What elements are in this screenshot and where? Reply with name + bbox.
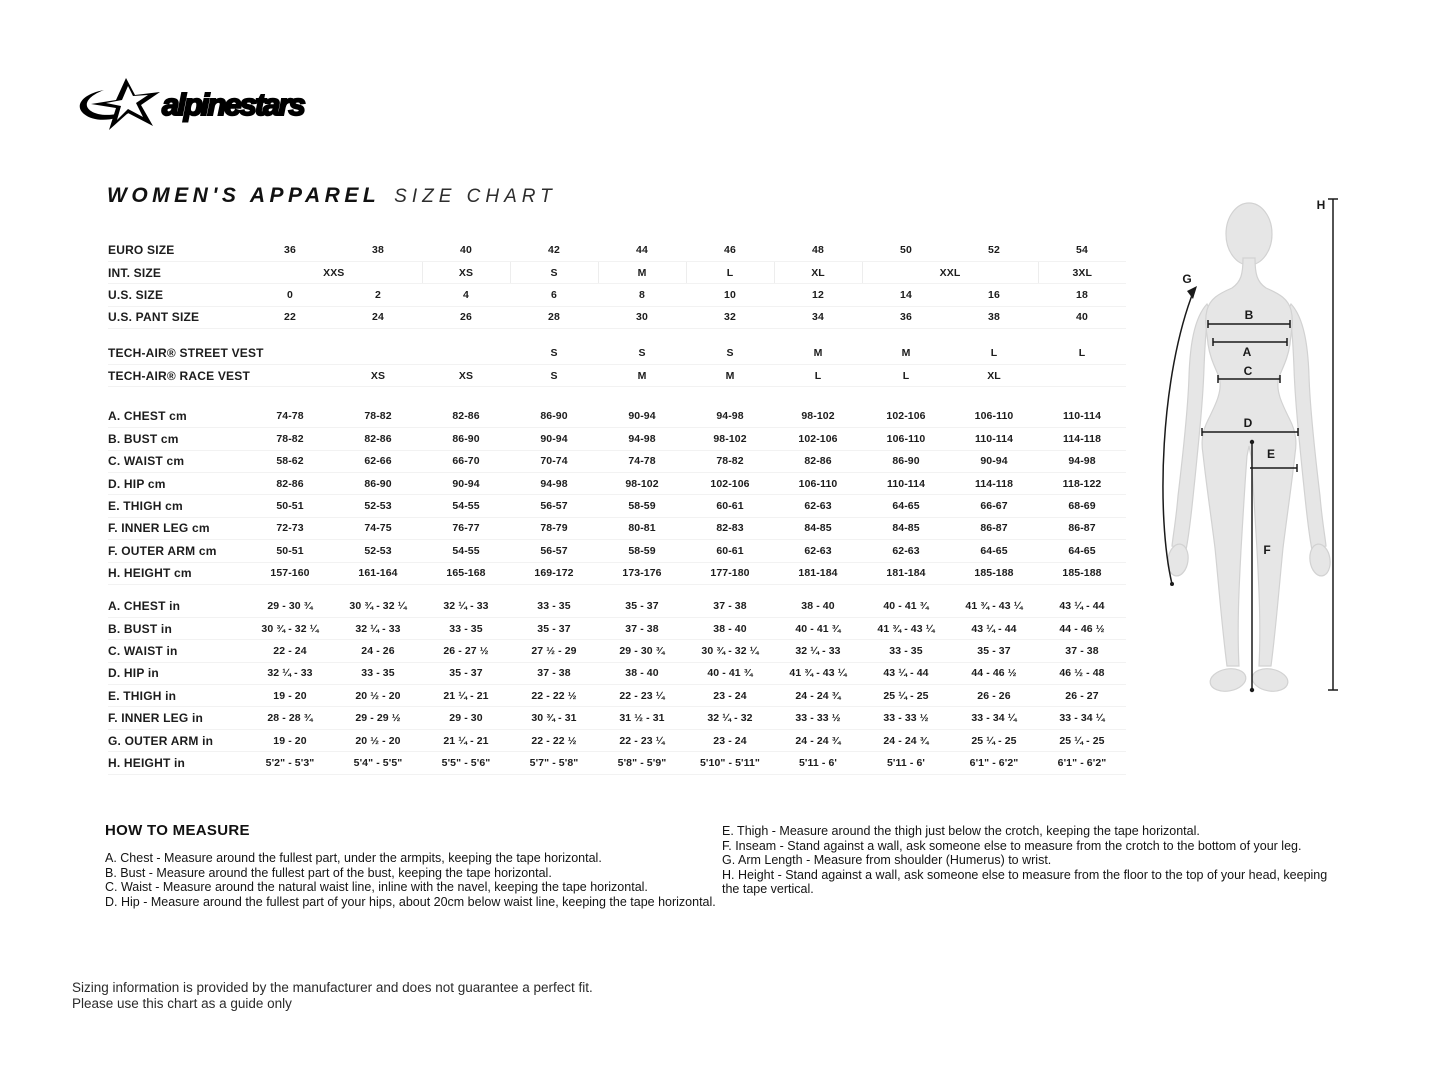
size-cell	[422, 342, 510, 364]
size-cell: 29 - 30 ¾	[598, 640, 686, 662]
size-cell: 54-55	[422, 495, 510, 517]
size-cell: 58-62	[246, 450, 334, 472]
size-cell: 54-55	[422, 540, 510, 562]
size-cell: 29 - 29 ½	[334, 707, 422, 729]
size-cell: 6'1" - 6'2"	[950, 752, 1038, 774]
size-cell: 52-53	[334, 540, 422, 562]
size-cell: 5'10" - 5'11"	[686, 752, 774, 774]
size-cell: 82-86	[334, 428, 422, 450]
size-table	[108, 239, 1130, 775]
size-cell: 25 ¼ - 25	[862, 685, 950, 707]
size-rows	[108, 239, 1126, 329]
size-cell: 50	[862, 239, 950, 261]
size-cell	[334, 342, 422, 364]
size-cell: 31 ½ - 31	[598, 707, 686, 729]
size-cell: 98-102	[686, 428, 774, 450]
row-label: A. CHEST in	[108, 595, 246, 617]
size-cell: 37 - 38	[510, 662, 598, 684]
size-cell: 37 - 38	[1038, 640, 1126, 662]
size-cell: XL	[774, 261, 862, 283]
measure-instruction: A. Chest - Measure around the fullest part, under the armpits, keeping the tape horizontal.	[105, 851, 602, 865]
size-cell: 35 - 37	[598, 595, 686, 617]
measure-instruction: G. Arm Length - Measure from shoulder (Humerus) to wrist.	[722, 853, 1052, 867]
measure-instruction: H. Height - Stand against a wall, ask someone else to measure from the floor to the top of your head, keeping the tape vertical.	[722, 867, 1328, 896]
row-label: INT. SIZE	[108, 261, 246, 283]
size-cell: 40	[422, 239, 510, 261]
row-label: B. BUST in	[108, 617, 246, 639]
size-cell: 58-59	[598, 495, 686, 517]
how-to-measure-left-column	[105, 851, 755, 909]
size-cell: M	[598, 364, 686, 386]
size-cell: XS	[422, 364, 510, 386]
size-cell: 41 ¾ - 43 ¼	[774, 662, 862, 684]
size-cell: 40 - 41 ¾	[686, 662, 774, 684]
size-cell: 38 - 40	[774, 595, 862, 617]
size-cell: 30 ¾ - 32 ¼	[686, 640, 774, 662]
size-cell: 44 - 46 ½	[950, 662, 1038, 684]
size-cell: 185-188	[950, 562, 1038, 584]
size-cell: S	[510, 261, 598, 283]
table-row	[108, 306, 1126, 328]
figure-label-chest: A	[1242, 345, 1252, 359]
size-cell	[1038, 364, 1126, 386]
row-label: TECH-AIR® STREET VEST	[108, 342, 246, 364]
measure-instruction: B. Bust - Measure around the fullest part of the bust, keeping the tape horizontal.	[105, 865, 552, 880]
size-cell: 114-118	[950, 473, 1038, 495]
table-row	[108, 685, 1126, 707]
size-cell: 3XL	[1038, 261, 1126, 283]
size-cell: 52	[950, 239, 1038, 261]
size-cell: 32 ¼ - 32	[686, 707, 774, 729]
figure-label-waist: C	[1243, 364, 1253, 378]
size-cell: 82-86	[422, 405, 510, 427]
size-cell: 78-82	[246, 428, 334, 450]
row-label: F. INNER LEG in	[108, 707, 246, 729]
footer-line-2: Please use this chart as a guide only	[72, 996, 292, 1011]
size-cell: 24 - 24 ¾	[774, 729, 862, 751]
size-cell: 64-65	[1038, 540, 1126, 562]
size-cell: 33 - 33 ½	[774, 707, 862, 729]
size-cell: 4	[422, 284, 510, 306]
size-cell: 94-98	[598, 428, 686, 450]
size-cell: 18	[1038, 284, 1126, 306]
size-cell: 62-63	[774, 540, 862, 562]
how-to-measure-right-column	[722, 824, 1336, 897]
figure-label-inner-leg: F	[1263, 543, 1271, 557]
size-cell: 38 - 40	[686, 617, 774, 639]
size-cell: 185-188	[1038, 562, 1126, 584]
size-cell: 54	[1038, 239, 1126, 261]
inch-rows	[108, 595, 1126, 775]
size-cell: 30 ¾ - 31	[510, 707, 598, 729]
page-title-main: WOMEN'S APPAREL	[107, 184, 381, 207]
size-cell: 82-83	[686, 517, 774, 539]
size-cell: 37 - 38	[598, 617, 686, 639]
table-row	[108, 540, 1126, 562]
table-row	[108, 617, 1126, 639]
row-label: C. WAIST in	[108, 640, 246, 662]
size-cell: 33 - 35	[862, 640, 950, 662]
size-cell: 86-87	[1038, 517, 1126, 539]
size-cell: 28 - 28 ¾	[246, 707, 334, 729]
size-cell: 50-51	[246, 540, 334, 562]
size-cell: 114-118	[1038, 428, 1126, 450]
size-cell: 165-168	[422, 562, 510, 584]
size-cell: 10	[686, 284, 774, 306]
size-cell: 38	[334, 239, 422, 261]
size-cell: M	[598, 261, 686, 283]
size-cell: 40 - 41 ¾	[774, 617, 862, 639]
size-cell: 33 - 35	[510, 595, 598, 617]
size-cell: L	[686, 261, 774, 283]
table-row	[108, 640, 1126, 662]
table-row	[108, 364, 1126, 386]
page-title-sub: SIZE CHART	[394, 186, 557, 207]
table-row	[108, 662, 1126, 684]
size-cell: 94-98	[510, 473, 598, 495]
size-cell: 43 ¼ - 44	[862, 662, 950, 684]
size-cell: 22 - 22 ½	[510, 729, 598, 751]
size-cell: XXS	[246, 261, 422, 283]
size-cell: 33 - 33 ½	[862, 707, 950, 729]
size-cell: 90-94	[598, 405, 686, 427]
measure-instruction: F. Inseam - Stand against a wall, ask someone else to measure from the crotch to the bottom of your leg.	[722, 838, 1302, 853]
size-cell: 70-74	[510, 450, 598, 472]
footer-line-1: Sizing information is provided by the manufacturer and does not guarantee a perfect fit.	[72, 980, 593, 995]
size-cell: 78-79	[510, 517, 598, 539]
tech-air-rows	[108, 342, 1126, 387]
size-cell: 12	[774, 284, 862, 306]
size-cell: 62-63	[774, 495, 862, 517]
size-cell: 62-66	[334, 450, 422, 472]
size-cell: 102-106	[686, 473, 774, 495]
measurement-figure	[1140, 186, 1350, 716]
size-cell: 35 - 37	[422, 662, 510, 684]
size-cell: 41 ¾ - 43 ¼	[862, 617, 950, 639]
size-cell: 26	[422, 306, 510, 328]
size-cell: XS	[422, 261, 510, 283]
size-cell: S	[598, 342, 686, 364]
measure-instruction: C. Waist - Measure around the natural waist line, inline with the navel, keeping the tape horizontal.	[105, 880, 648, 894]
size-cell: 33 - 34 ¼	[950, 707, 1038, 729]
size-cell: 46	[686, 239, 774, 261]
size-cell: 23 - 24	[686, 685, 774, 707]
size-cell: 110-114	[862, 473, 950, 495]
size-cell: 26 - 26	[950, 685, 1038, 707]
size-cell: 20 ½ - 20	[334, 729, 422, 751]
row-label: TECH-AIR® RACE VEST	[108, 364, 246, 386]
size-cell: 30	[598, 306, 686, 328]
size-cell: 98-102	[774, 405, 862, 427]
table-row	[108, 495, 1126, 517]
size-cell: 26 - 27	[1038, 685, 1126, 707]
size-cell: 72-73	[246, 517, 334, 539]
size-cell: 5'11 - 6'	[862, 752, 950, 774]
size-cell: S	[510, 364, 598, 386]
size-cell: 0	[246, 284, 334, 306]
size-cell: 68-69	[1038, 495, 1126, 517]
table-row	[108, 342, 1126, 364]
size-cell: 29 - 30 ¾	[246, 595, 334, 617]
size-cell: 25 ¼ - 25	[1038, 729, 1126, 751]
size-cell: L	[862, 364, 950, 386]
size-cell: 2	[334, 284, 422, 306]
size-cell: 82-86	[774, 450, 862, 472]
size-cell: 33 - 35	[334, 662, 422, 684]
size-cell: 21 ¼ - 21	[422, 729, 510, 751]
size-cell: L	[950, 342, 1038, 364]
table-row	[108, 428, 1126, 450]
size-cell: 181-184	[862, 562, 950, 584]
size-cell: S	[686, 342, 774, 364]
size-cell: 44	[598, 239, 686, 261]
size-cell: 78-82	[686, 450, 774, 472]
size-cell: 56-57	[510, 540, 598, 562]
size-cell: 8	[598, 284, 686, 306]
size-cell: 64-65	[862, 495, 950, 517]
table-row	[108, 239, 1126, 261]
size-cell: 74-78	[246, 405, 334, 427]
size-cell: 22 - 22 ½	[510, 685, 598, 707]
size-cell: 106-110	[862, 428, 950, 450]
size-cell: 56-57	[510, 495, 598, 517]
size-cell: 43 ¼ - 44	[950, 617, 1038, 639]
size-cell: 16	[950, 284, 1038, 306]
size-cell: 38	[950, 306, 1038, 328]
figure-label-arm: G	[1182, 272, 1192, 286]
how-to-measure-heading: HOW TO MEASURE	[105, 822, 250, 839]
size-cell: 94-98	[1038, 450, 1126, 472]
size-cell: 6	[510, 284, 598, 306]
table-row	[108, 595, 1126, 617]
size-cell: 19 - 20	[246, 729, 334, 751]
size-cell: 36	[246, 239, 334, 261]
size-cell: 177-180	[686, 562, 774, 584]
size-cell: 35 - 37	[510, 617, 598, 639]
size-cell: 14	[862, 284, 950, 306]
size-cell: 24 - 24 ¾	[862, 729, 950, 751]
size-cell: 110-114	[1038, 405, 1126, 427]
size-cell: 5'4" - 5'5"	[334, 752, 422, 774]
row-label: D. HIP in	[108, 662, 246, 684]
size-cell: 181-184	[774, 562, 862, 584]
size-cell: 50-51	[246, 495, 334, 517]
row-label: C. WAIST cm	[108, 450, 246, 472]
row-label: A. CHEST cm	[108, 405, 246, 427]
measure-instruction: D. Hip - Measure around the fullest part of your hips, about 20cm below waist line, keeping the tape horizontal.	[105, 894, 716, 909]
size-cell: 60-61	[686, 540, 774, 562]
size-cell: M	[686, 364, 774, 386]
size-cell: 84-85	[862, 517, 950, 539]
row-label: E. THIGH in	[108, 685, 246, 707]
size-cell: 82-86	[246, 473, 334, 495]
size-cell: 102-106	[862, 405, 950, 427]
size-cell: 157-160	[246, 562, 334, 584]
size-cell: 90-94	[422, 473, 510, 495]
size-cell: 22 - 24	[246, 640, 334, 662]
size-cell: 38 - 40	[598, 662, 686, 684]
size-cell: 66-70	[422, 450, 510, 472]
size-cell: 23 - 24	[686, 729, 774, 751]
size-cell: 110-114	[950, 428, 1038, 450]
size-cell: 66-67	[950, 495, 1038, 517]
size-cell: 37 - 38	[686, 595, 774, 617]
size-cell: XS	[334, 364, 422, 386]
alpinestars-logo	[70, 74, 320, 132]
row-label: H. HEIGHT in	[108, 752, 246, 774]
size-cell: 52-53	[334, 495, 422, 517]
size-cell	[246, 364, 334, 386]
size-cell: 106-110	[774, 473, 862, 495]
page-title	[107, 184, 557, 208]
row-label: U.S. SIZE	[108, 284, 246, 306]
size-cell: 86-87	[950, 517, 1038, 539]
figure-label-thigh: E	[1266, 447, 1276, 461]
size-cell: 40	[1038, 306, 1126, 328]
size-cell: 161-164	[334, 562, 422, 584]
size-cell: 80-81	[598, 517, 686, 539]
size-cell: 28	[510, 306, 598, 328]
row-label: F. INNER LEG cm	[108, 517, 246, 539]
size-cell: 98-102	[598, 473, 686, 495]
size-cell: 60-61	[686, 495, 774, 517]
size-cell: 32 ¼ - 33	[334, 617, 422, 639]
size-cell: 30 ¾ - 32 ¼	[334, 595, 422, 617]
size-cell: 36	[862, 306, 950, 328]
row-label: D. HIP cm	[108, 473, 246, 495]
size-cell: 35 - 37	[950, 640, 1038, 662]
size-cell: 43 ¼ - 44	[1038, 595, 1126, 617]
table-row	[108, 473, 1126, 495]
figure-label-bust: B	[1244, 308, 1254, 322]
size-cell: 24	[334, 306, 422, 328]
row-label: G. OUTER ARM in	[108, 729, 246, 751]
size-cell: 27 ½ - 29	[510, 640, 598, 662]
size-cell: 44 - 46 ½	[1038, 617, 1126, 639]
table-row	[108, 450, 1126, 472]
row-label: F. OUTER ARM cm	[108, 540, 246, 562]
size-cell: 21 ¼ - 21	[422, 685, 510, 707]
size-cell: 94-98	[686, 405, 774, 427]
size-cell: 102-106	[774, 428, 862, 450]
size-cell: 86-90	[334, 473, 422, 495]
measure-instruction: E. Thigh - Measure around the thigh just below the crotch, keeping the tape horizontal.	[722, 824, 1200, 838]
size-cell: 78-82	[334, 405, 422, 427]
size-cell: 58-59	[598, 540, 686, 562]
size-cell: 41 ¾ - 43 ¼	[950, 595, 1038, 617]
row-label: B. BUST cm	[108, 428, 246, 450]
table-row	[108, 405, 1126, 427]
size-cell: 24 - 26	[334, 640, 422, 662]
figure-label-hip: D	[1243, 416, 1253, 430]
size-cell: 32 ¼ - 33	[246, 662, 334, 684]
size-cell: 33 - 35	[422, 617, 510, 639]
size-cell: XL	[950, 364, 1038, 386]
size-cell: 40 - 41 ¾	[862, 595, 950, 617]
size-cell: 86-90	[422, 428, 510, 450]
size-cell: 169-172	[510, 562, 598, 584]
size-cell: 32 ¼ - 33	[422, 595, 510, 617]
size-cell: 118-122	[1038, 473, 1126, 495]
size-cell: 29 - 30	[422, 707, 510, 729]
size-cell: 74-75	[334, 517, 422, 539]
table-row	[108, 752, 1126, 774]
size-cell: 48	[774, 239, 862, 261]
size-cell: 25 ¼ - 25	[950, 729, 1038, 751]
table-row	[108, 284, 1126, 306]
table-row	[108, 729, 1126, 751]
size-cell: M	[862, 342, 950, 364]
row-label: E. THIGH cm	[108, 495, 246, 517]
table-row	[108, 562, 1126, 584]
size-cell: 5'8" - 5'9"	[598, 752, 686, 774]
size-cell: 5'5" - 5'6"	[422, 752, 510, 774]
size-cell: 46 ½ - 48	[1038, 662, 1126, 684]
size-cell: 33 - 34 ¼	[1038, 707, 1126, 729]
size-cell: 32	[686, 306, 774, 328]
size-cell: 24 - 24 ¾	[774, 685, 862, 707]
size-cell: 5'2" - 5'3"	[246, 752, 334, 774]
size-cell: 42	[510, 239, 598, 261]
table-row	[108, 707, 1126, 729]
size-cell: 62-63	[862, 540, 950, 562]
brand-wordmark: alpinestars	[162, 87, 304, 122]
table-row	[108, 261, 1126, 283]
size-cell: 90-94	[510, 428, 598, 450]
row-label: H. HEIGHT cm	[108, 562, 246, 584]
size-cell: L	[774, 364, 862, 386]
size-cell: 5'7" - 5'8"	[510, 752, 598, 774]
figure-label-height: H	[1316, 198, 1326, 212]
size-cell: L	[1038, 342, 1126, 364]
size-cell: S	[510, 342, 598, 364]
size-cell: 173-176	[598, 562, 686, 584]
size-cell: 22	[246, 306, 334, 328]
table-row	[108, 517, 1126, 539]
size-cell: 5'11 - 6'	[774, 752, 862, 774]
size-cell: 22 - 23 ¼	[598, 685, 686, 707]
cm-rows	[108, 405, 1126, 585]
size-cell: 86-90	[510, 405, 598, 427]
size-cell: 22 - 23 ¼	[598, 729, 686, 751]
size-cell: XXL	[862, 261, 1038, 283]
size-cell: 32 ¼ - 33	[774, 640, 862, 662]
size-cell: 76-77	[422, 517, 510, 539]
size-cell: 90-94	[950, 450, 1038, 472]
footer-disclaimer	[72, 980, 593, 1012]
row-label: U.S. PANT SIZE	[108, 306, 246, 328]
size-cell: 74-78	[598, 450, 686, 472]
size-cell: 86-90	[862, 450, 950, 472]
size-cell: 20 ½ - 20	[334, 685, 422, 707]
size-cell: 19 - 20	[246, 685, 334, 707]
size-cell: 64-65	[950, 540, 1038, 562]
size-cell: 6'1" - 6'2"	[1038, 752, 1126, 774]
row-label: EURO SIZE	[108, 239, 246, 261]
size-cell: 106-110	[950, 405, 1038, 427]
size-cell: M	[774, 342, 862, 364]
size-cell: 84-85	[774, 517, 862, 539]
size-cell: 30 ¾ - 32 ¼	[246, 617, 334, 639]
size-cell: 34	[774, 306, 862, 328]
alpinestars-star-icon	[70, 74, 320, 132]
size-cell: 26 - 27 ½	[422, 640, 510, 662]
